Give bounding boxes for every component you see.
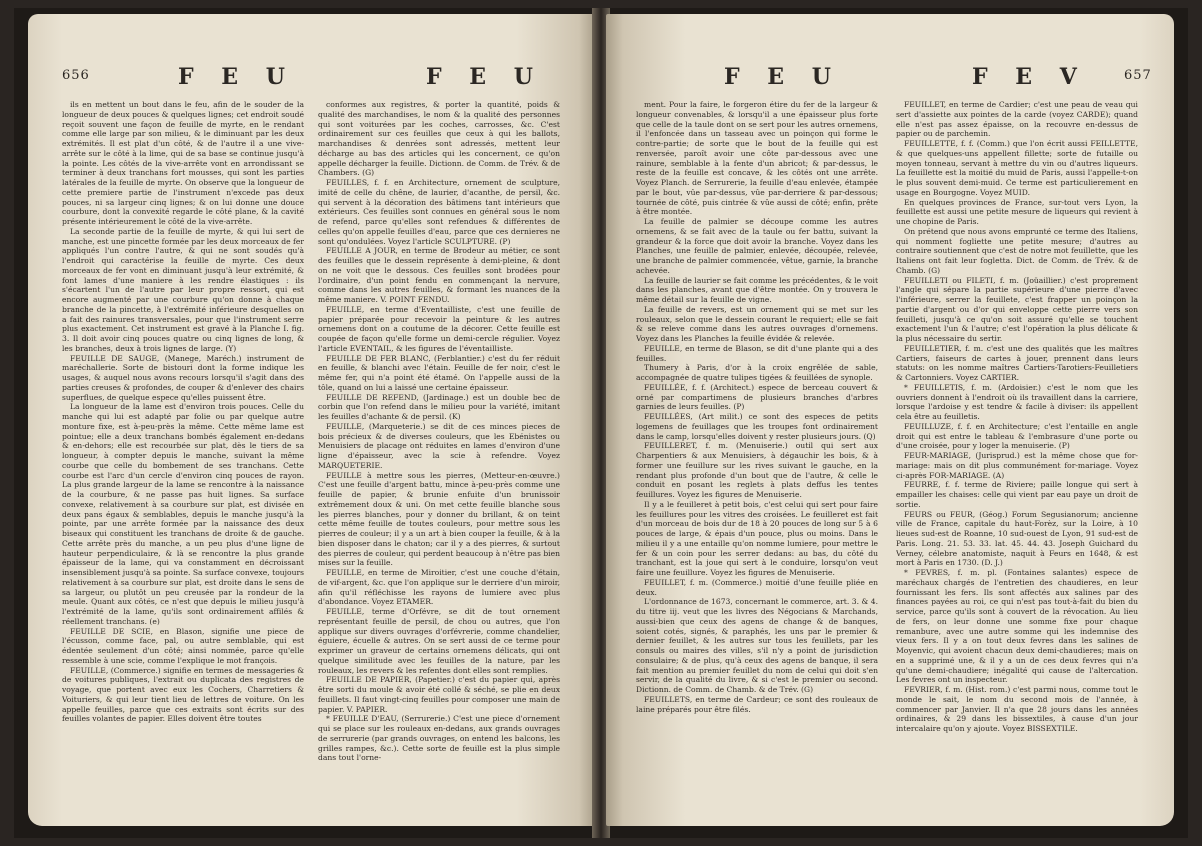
entry-paragraph: On prétend que nous avons emprunté ce terme des Italiens, qui nomment fogliette une petite mesure; d'autres au contraire soutiennent que c'est de notre mot feuillette, que les Italiens ont fait leur fogletta. Dict. de Comm. de Trév. & de Chamb. (G) — [896, 226, 1138, 275]
running-head-left-col2: F E U — [426, 64, 543, 90]
entry-paragraph: FEUILLUZE, f. f. en Architecture; c'est l'entaille en angle droit qui est entre le tableau & l'embrasure d'une porte ou d'une croisée, pour y loger la menuiserie. (P) — [896, 421, 1138, 451]
entry-paragraph: ment. Pour la faire, le forgeron étire du fer de la largeur & longueur convenables, & lorsqu'il a une épaisseur plus forte que celle de la taule dont on se sert pour les autres ornemens, il l'enfoncée dans un tasseau avec un poinçon qui forme le contre-partie; de sorte que le bout de la feuille qui est renversée, paroît avoir une côte par-dessous avec une rainure, semblable à la fente d'un abricot; & par-dessus, le reste de la feuille est concave, & les côtés ont une arrête. Voyez Planch. de Serrurerie, la feuille d'eau enlevée, étampée par le bout, vûe par-dessus, vûe par-derriere & par-dessous; tournée de côté, puis cintrée & vûe aussi de côté; enfin, prête à être montée. — [636, 100, 878, 217]
right-page — [606, 14, 1174, 826]
entry-paragraph: FEUILLE A JOUR, en terme de Brodeur au métier, ce sont des feuilles que le dessein représente à demi-pleine, & dont on ne voit que le dessous. Ces feuilles sont brodées pour l'ordinaire, d'un point fendu en commençant la nervure, comme dans les autres feuilles, & formant les nuances de la même maniere. V. POINT FENDU. — [318, 246, 560, 304]
entry-paragraph: FEUILLE, (Marqueterie.) se dit de ces minces pieces de bois précieux & de diverses couleurs, que les Ebénistes ou Menuisiers de placage ont réduites en lames d'environ d'une ligne d'épaisseur, avec la scie à refendre. Voyez MARQUETERIE. — [318, 421, 560, 470]
right-page-column-1 — [636, 100, 878, 820]
entry-paragraph: FEUILLET, f. m. (Commerce.) moitié d'une feuille pliée en deux. — [636, 577, 878, 597]
entry-paragraph: FEVRIER, f. m. (Hist. rom.) c'est parmi nous, comme tout le monde le sait, le nom du second mois de l'année, à commencer par Janvier. Il n'a que 28 jours dans les années ordinaires, & 29 dans les bissextiles, à cause d'un jour intercalaire qu'on y ajoute. Voyez BISSEXTILE. — [896, 685, 1138, 733]
entry-paragraph: * FEUILLETIS, f. m. (Ardoisier.) c'est le nom que les ouvriers donnent à l'endroit où ils travaillent dans la carriere, lorsque l'ardoise y est tendre & facile à diviser: ils appellent cela être au feuilletis. — [896, 382, 1138, 421]
entry-paragraph: FEUILLE DE SCIE, en Blason, signifie une piece de l'écusson, comme face, pal, ou autre semblable, qui est édentée seulement d'un côté; ainsi nommée, parce qu'elle ressemble à une scie, comme l'explique le mot françois. — [62, 626, 304, 665]
entry-paragraph: FEUILLE, en terme de Miroitier, c'est une couche d'étain, de vif-argent, &c. que l'on applique sur le derriere d'un miroir, afin qu'il réfléchisse les rayons de lumiere avec plus d'abondance. Voyez ETAMER. — [318, 568, 560, 607]
right-page-column-2 — [896, 100, 1138, 820]
running-head-left-col1: F E U — [178, 64, 295, 90]
entry-paragraph: La seconde partie de la feuille de myrte, & qui lui sert de manche, est une pincette formée par les deux morceaux de fer appliqués l'un contre l'autre, & qui ne sont soudés qu'à l'endroit qui caractérise la feuille de myrte. Ces deux morceaux de fer vont en diminuant jusqu'à leur extrémité, & font lames d'une maniere à les rendre élastiques : ils s'écartent l'un de l'autre par leur propre ressort, qui est encore augmenté par une courbure qu'on donne à chaque branche de la pincette, à l'extrémité inférieure desquelles on a fait des rainures transversales, pour que l'instrument serre plus exactement. Cet instrument est gravé à la Planche I. fig. 3. Il doit avoir cinq pouces quatre ou cinq lignes de long, & les branches, deux à trois lignes de large. (Y) — [62, 226, 304, 353]
entry-paragraph: FEUILLERET, f. m. (Menuiserie.) outil qui sert aux Charpentiers & aux Menuisiers, à dégauchir les bois, & à former une feuillure sur les rives suivant le gauche, en la rendant plus profonde d'un bout que de l'autre, & celle le conduit en posant les reglets à plats deffus les tentes feuillures. Voyez les figures de Menuiserie. — [636, 441, 878, 499]
left-page — [28, 14, 596, 826]
entry-paragraph: FEUILLETS, en terme de Cardeur; ce sont des rouleaux de laine préparés pour être filés. — [636, 694, 878, 714]
open-book — [14, 8, 1188, 838]
left-page-column-1 — [62, 100, 304, 820]
entry-paragraph: FEUILLE DE PAPIER, (Papetier.) c'est du papier qui, après être sorti du moule & avoir été collé & séché, se plie en deux feuillets. Il faut vingt-cinq feuilles pour composer une main de papier. V. PAPIER. — [318, 675, 560, 714]
entry-paragraph: FEUILLE DE SAUGE, (Manege, Maréch.) instrument de maréchallerie. Sorte de bistouri dont la forme indique les usages, & auquel nous avons recours lorsqu'il s'agit dans des parties creuses & profondes, de couper & d'enlever des chairs superflues, de quelque espece qu'elles puissent être. — [62, 353, 304, 402]
entry-paragraph: La longueur de la lame est d'environ trois pouces. Celle du manche qui lui est adapté par folie ou par quelque autre monture fixe, est à-peu-près la même. Cette même lame est pointue; elle a deux tranchans bombés également en-dedans & en-dehors; elle est recourbée sur plat, dès le tiers de sa longueur, à compter depuis le manche, suivant la même courbe que celle du bombement de ses tranchans. Cette courbe est l'arc d'un cercle d'environ cinq pouces de rayon. La plus grande largeur de la lame se rencontre à la naissance de la courbure, & ne passe pas huit lignes. Sa surface convexe, relativement à sa courbure sur plat, est divisée en deux pans égaux & semblables, depuis le manche jusqu'à la pointe, par une arrête formée par la naissance des deux biseaux qui constituent les tranchans de droite & de gauche. Cette arrête près du manche, a un peu plus d'une ligne de hauteur perpendiculaire, & là se rencontre la plus grande épaisseur de la lame, qui va constamment en décroissant insensiblement jusqu'à sa pointe. Sa surface convexe, toujours relativement à sa courbure sur plat, est droite dans le sens de sa largeur, ou plutôt un peu creusée par la rondeur de la meule. Quant aux côtés, ce n'est que depuis le milieu jusqu'à l'extrémité de la lame, qu'ils sont ordinairement affilés & réellement tranchans. (e) — [62, 402, 304, 626]
entry-paragraph: FEUILLE, (Commerce.) signifie en termes de messageries & de voitures publiques, l'extrait ou duplicata des registres de voyage, que portent avec eux les Cochers, Charretiers & Voituriers, & qui leur tient lieu de lettres de voiture. On les appelle feuilles, parce que ces extraits sont écrits sur des feuilles volantes de papier. Elles doivent être toutes — [62, 665, 304, 724]
entry-paragraph: FEUILLETIER, f. m. c'est une des qualités que les maîtres Cartiers, faiseurs de cartes à jouer, prennent dans leurs statuts: on les nomme maîtres Cartiers-Tarotiers-Feuilletiers & Cartonniers. Voyez CARTIER. — [896, 343, 1138, 382]
entry-paragraph: FEUILLES, f. f. en Architecture, ornement de sculpture, imité de celle du chêne, de laurier, d'acanthe, de persil, &c. qui servent à la décoration des bâtimens tant intérieurs que extérieurs. Ces feuilles sont connues en général sous le nom de refend, parce qu'elles sont refendues & différentes de celles qu'on appelle feuilles d'eau, parce que ces dernieres ne sont qu'ondulées. Voyez l'article SCULPTURE. (P) — [318, 178, 560, 246]
entry-paragraph: FEUILLÉES, (Art milit.) ce sont des especes de petits logemens de feuillages que les troupes font ordinairement dans le camp, lorsqu'elles doivent y rester plusieurs jours. (Q) — [636, 412, 878, 441]
entry-paragraph: * FEUILLE D'EAU, (Serrurerie.) C'est une piece d'ornement qui se place sur les rouleaux en-dedans, aux grands ouvrages de serrurerie (par grands ouvrages, on entend les balcons, les grilles rampes, &c.). Cette sorte de feuille est la plus simple dans tout l'orne- — [318, 714, 560, 763]
entry-paragraph: Thumery à Paris, d'or à la croix engrêlée de sable, accompagnée de quatre tulipes tigées & feuillées de synople. — [636, 363, 878, 382]
left-page-column-2 — [318, 100, 560, 820]
entry-paragraph: FEURS ou FEUR, (Géog.) Forum Segusianorum; ancienne ville de France, capitale du haut-Forèz, sur la Loire, à 10 lieues sud-est de Roanne, 10 sud-ouest de Lyon, 91 sud-est de Paris. Long. 21. 53. 33. lat. 45. 44. 43. Joseph Guichard du Verney, célebre anatomiste, naquit à Feurs en 1648, & est mort à Paris en 1730. (D. J.) — [896, 509, 1138, 568]
entry-paragraph: FEUILLETI ou FILETI, f. m. (Joüaillier.) c'est proprement l'angle qui sépare la partie supérieure d'une pierre d'avec l'inférieure, serrer la feuillete, c'est frapper un poinçon la partie d'argent ou d'or qui enveloppe cette pierre vers son feuilleti, jusqu'à ce qu'on soit assuré qu'elle se touchent exactement l'un & l'autre; c'est l'opération la plus délicate & la plus nécessaire du sertir. — [896, 275, 1138, 343]
entry-paragraph: FEURRE, f. f. terme de Riviere; paille longue qui sert à empailler les chaises: celle qui vient par eau paye un droit de sortie. — [896, 480, 1138, 509]
entry-paragraph: FEUR-MARIAGE, (Jurisprud.) est la même chose que for-mariage: mais on dit plus communément for-mariage. Voyez ci-après FOR-MARIAGE. (A) — [896, 451, 1138, 480]
entry-paragraph: La feuille de palmier se découpe comme les autres ornemens, & se fait avec de la taule ou fer battu, suivant la grandeur & la force que doit avoir la branche. Voyez dans les Planches, une feuille de palmier, enlevée, découpée, relevée, une branche de palmier commencée, vêtue, garnie, la branche achevée. — [636, 217, 878, 275]
entry-paragraph: FEUILLE à mettre sous les pierres, (Metteur-en-œuvre.) C'est une feuille d'argent battu, mince à-peu-près comme une feuille de papier, & brunie enfuite d'un brunissoir extrêmement doux & uni. On met cette feuille blanche sous les pierres blanches, pour y donner du brillant, & on teint cette même feuille de toutes couleurs, pour mettre sous les pierres de couleur; il y a un art à bien couper la feuille, & à la bien disposer dans le chaton; car il y a des pierres, & surtout des pierres de couleur, qui perdent beaucoup à n'être pas bien mises sur la feuille. — [318, 470, 560, 568]
entry-paragraph: L'ordonnance de 1673, concernant le commerce, art. 3. & 4. du titre iij. veut que les livres des Négocians & Marchands, aussi-bien que ceux des agens de change & de banques, soient cotés, signés, & paraphés, les uns par le premier & dernier feuillet, & les autres sur tous les feuillets, par les consuls ou maires des villes, s'il n'y a point de jurisdiction consulaire; & de plus, qu'à ceux des agens de banque, il sera fait mention au premier feuillet du nom de celui qui doit s'en servir, de la qualité du livre, & si c'est le premier ou second. Dictionn. de Comm. de Chamb. & de Trév. (G) — [636, 597, 878, 694]
page-number-right: 657 — [1124, 68, 1152, 83]
entry-paragraph: En quelques provinces de France, sur-tout vers Lyon, la feuillette est aussi une petite mesure de liqueurs qui revient à une chopine de Paris. — [896, 197, 1138, 226]
entry-paragraph: La feuille de revers, est un ornement qui se met sur les rouleaux, selon que le dessein courant le requiert; elle se fait & se releve comme dans les autres ouvrages d'ornemens. Voyez dans les Planches la feuille évidée & relevée. — [636, 304, 878, 343]
page-number-left: 656 — [62, 68, 90, 83]
entry-paragraph: FEUILLETTE, f. f. (Comm.) que l'on écrit aussi FEILLETTE, & que quelques-uns appellent fillette; sorte de futaille ou moyen tonneau, servant à mettre du vin ou d'autres liqueurs. La feuillette est la moitié du muid de Paris, aussi l'appelle-t-on le plus souvent demi-muid. Ce terme est particulierement en usage en Bourgogne. Voyez MUID. — [896, 139, 1138, 197]
entry-paragraph: FEUILLE, en terme d'Eventailliste, c'est une feuille de papier préparée pour recevoir la peinture & les autres ornemens dont on a coutume de la décorer. Cette feuille est coupée de façon qu'elle forme un demi-cercle régulier. Voyez l'article EVENTAIL, & les figures de l'éventailliste. — [318, 304, 560, 353]
entry-paragraph: FEUILLET, en terme de Cardier; c'est une peau de veau qui sert d'assiette aux pointes de la carde (voyez CARDE); quand elle n'est pas assez épaisse, on la recouvre en-dessus de papier ou de parchemin. — [896, 100, 1138, 139]
entry-paragraph: * FEVRES, f. m. pl. (Fontaines salantes) espece de maréchaux chargés de l'entretien des chaudieres, en leur fournissant les fers. Ils sont affectés aux salines par des finances payées au roi, ce qui n'est pas tout-à-fait du bien du service, parce qu'ils sont à couvert de la révocation. Au lieu de fers, on leur donne une somme fixe pour chaque remanbure, avec une autre somme qui les indemnise des vieux fers. Il y a on tout deux fevres dans les salines de Moyenvic, qui avoient chacun deux demi-chaudieres; mais on en a supprimé une, & il y a un de ces deux fevres qui n'a qu'une demi-chaudiere; inégalité qui cause de l'altercation. Les fevres ont un inspecteur. — [896, 568, 1138, 685]
entry-paragraph: ils en mettent un bout dans le feu, afin de le souder de la longueur de deux pouces & quelques lignes; cet endroit soudé reçoit souvent une façon de feuille de myrte, en le rendant comme elle large par son milieu, & le diminuant par les deux extrémités. Il est plat d'un côté, & de l'autre il a une vive-arrête sur le côté à la lime, qui de sa base se continue jusqu'à la pointe. Les côtés de la vive-arrête vont en arrondissant se terminer à deux tranchans fort mousses, qui sont les parties latérales de la feuille de myrte. On observe que la longueur de cette premiere partie de l'instrument n'excede pas deux pouces, ni sa largeur cinq lignes; & on lui donne une douce courbure, dont la convexité regarde le côté plane, & la cavité présente intérieurement le côté de la vive-arrête. — [62, 100, 304, 226]
entry-paragraph: FEUILLE DE FER BLANC, (Ferblantier.) c'est du fer réduit en feuille, & blanchi avec l'étain. Feuille de fer noir, c'est le même fer, qui n'a point été étamé. On l'appelle aussi de la tôle, quand on lui a laissé une certaine épaisseur. — [318, 353, 560, 392]
entry-paragraph: Il y a le feuilleret à petit bois, c'est celui qui sert pour faire les feuillures pour les vitres des croisées. Le feuilleret est fait d'un morceau de bois dur de 18 à 20 pouces de long sur 5 à 6 pouces de large, & épais d'un pouce, plus ou moins. Dans le milieu il y a une entaille qu'on nomme lumiere, pour mettre le fer & un coin pour les serrer dedans: au bas, du côté du tranchant, est la joue qui sert à le conduire, lorsqu'on veut faire une feuillure. Voyez les figures de Menuiserie. — [636, 499, 878, 577]
entry-paragraph: FEUILLE, en terme de Blason, se dit d'une plante qui a des feuilles. — [636, 343, 878, 363]
entry-paragraph: conformes aux registres, & porter la quantité, poids & qualité des marchandises, le nom & la qualité des personnes qui sont voiturées par les coches, carrosses, &c. C'est ordinairement sur ces feuilles que ceux à qui les ballots, marchandises & denrées sont adressés, mettent leur décharge au bas des articles qui les concernent, ce qu'on appelle décharger la feuille. Dictionn. de Comm. de Trév. & de Chambers. (G) — [318, 100, 560, 178]
entry-paragraph: La feuille de laurier se fait comme les précédentes, & le voit dans les planches, avant que d'être montée. On y trouvera le même détail sur la feuille de vigne. — [636, 275, 878, 304]
entry-paragraph: FEUILLE, terme d'Orfévre, se dit de tout ornement représentant feuille de persil, de chou ou autres, que l'on applique sur divers ouvrages d'orfévrerie, comme chandelier, éguiere, écuelle & autres. On se sert aussi de ce terme pour exprimer un graveur de certains ornemens délicats, qui ont quelque similitude avec les feuilles de la nature, par les rouleaux, les revers & les refentes dont elles sont remplies. — [318, 607, 560, 675]
running-head-right-col1: F E U — [724, 64, 841, 90]
entry-paragraph: FEUILLÉE, f. f. (Architect.) espece de berceau couvert & orné par compartimens de plusieurs branches d'arbres garnies de leurs feuilles. (P) — [636, 382, 878, 412]
running-head-right-col2: F E V — [972, 64, 1087, 90]
entry-paragraph: FEUILLE DE REFEND, (Jardinage.) est un double bec de corbin que l'on refend dans le milieu pour la variété, imitant les feuilles d'achante & de persil. (K) — [318, 392, 560, 421]
